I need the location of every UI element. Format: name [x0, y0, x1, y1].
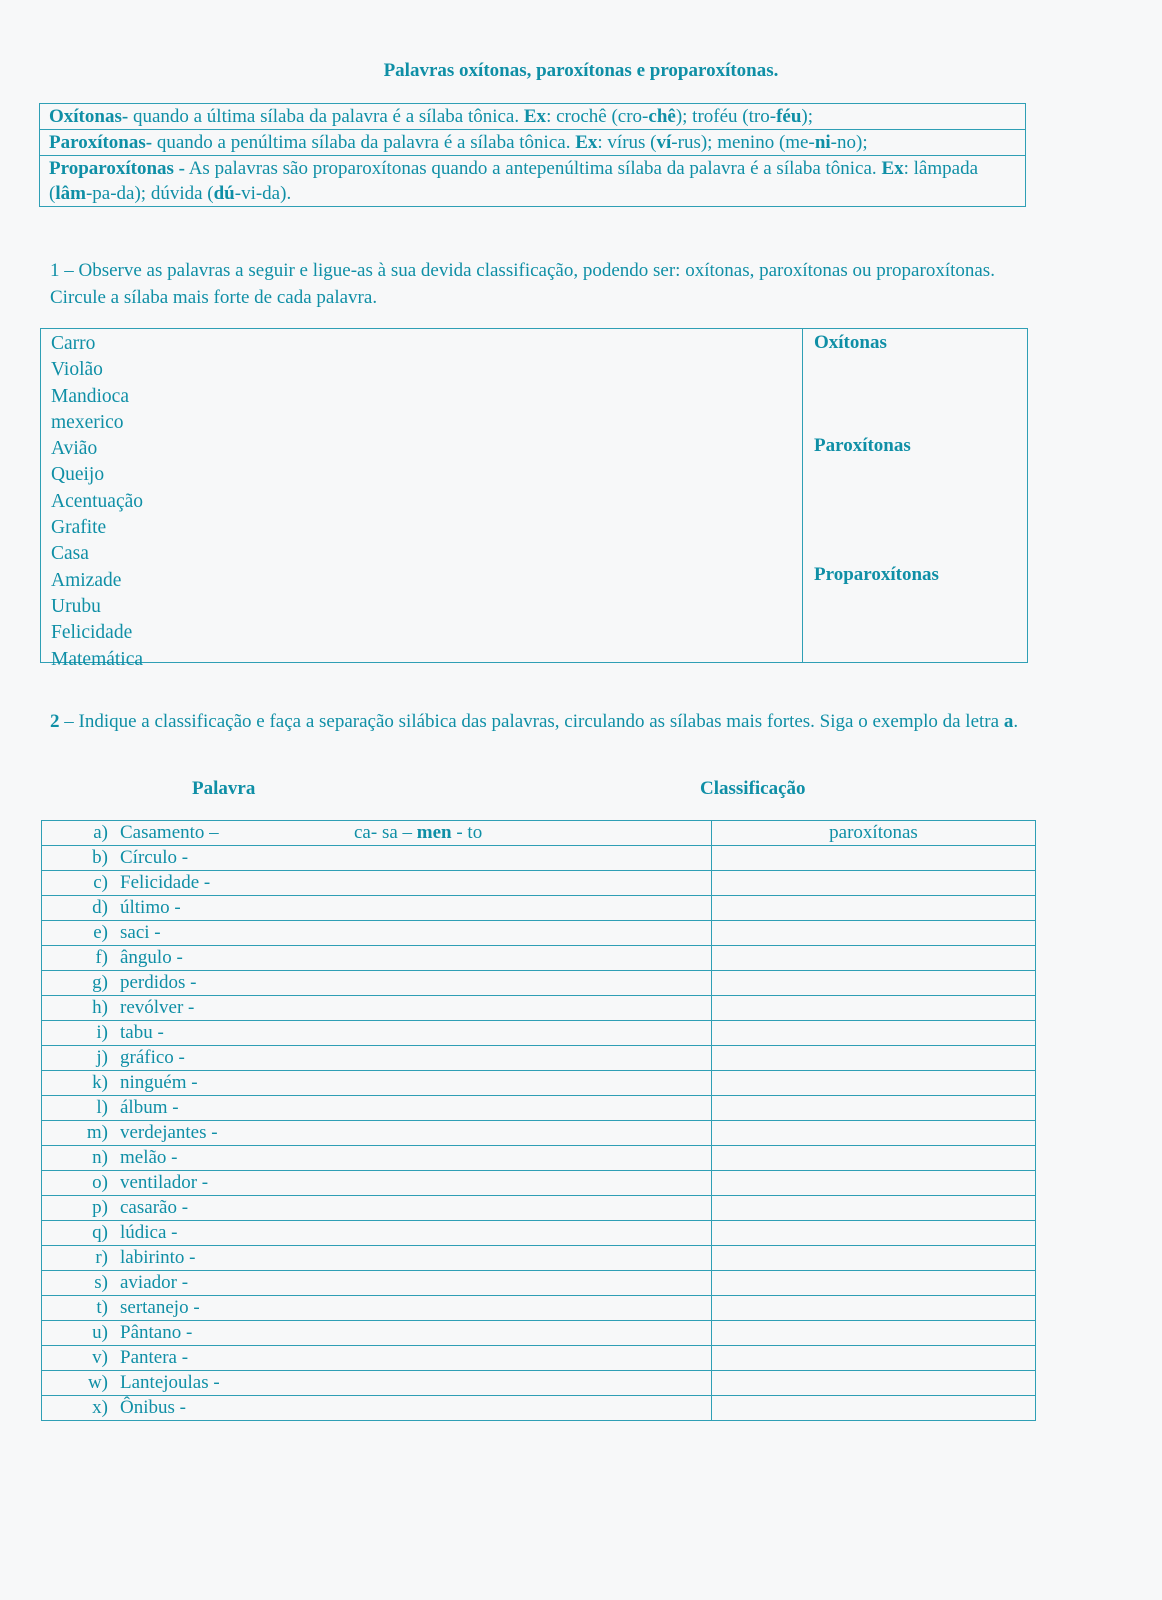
row-letter: r) [95, 1247, 108, 1268]
table-row [42, 1346, 1036, 1371]
classification-cell[interactable] [712, 821, 1036, 846]
table-row [42, 1321, 1036, 1346]
syllable-text: - to [451, 822, 483, 843]
definition-text: quando a última sílaba da palavra é a sílaba tônica. [128, 106, 524, 127]
example-label: Ex [523, 106, 547, 127]
word-item[interactable]: Matemática [51, 648, 144, 670]
term-label: Paroxítonas- [49, 132, 153, 153]
row-word: tabu - [120, 1022, 164, 1043]
classification-cell[interactable] [712, 1046, 1036, 1071]
example-text: : crochê (cro- [546, 106, 649, 127]
row-letter: b) [92, 847, 108, 868]
word-cell[interactable] [42, 896, 712, 921]
word-cell[interactable] [42, 1021, 712, 1046]
row-letter: k) [92, 1072, 108, 1093]
row-word: álbum - [120, 1097, 179, 1118]
row-word: gráfico - [120, 1047, 185, 1068]
table-row [42, 1271, 1036, 1296]
word-cell[interactable] [42, 1071, 712, 1096]
definition-oxitonas [40, 104, 1025, 130]
example-text: ); troféu (tro- [675, 106, 777, 127]
row-word: Pântano - [120, 1322, 193, 1343]
table-row [42, 821, 1036, 846]
example-text: -rus); menino (me- [671, 132, 815, 153]
row-letter: g) [92, 972, 108, 993]
category-oxitonas[interactable]: Oxítonas [814, 332, 887, 353]
column-divider [802, 329, 803, 662]
row-word: último - [120, 897, 181, 918]
word-cell[interactable] [42, 1096, 712, 1121]
classification-cell[interactable] [712, 846, 1036, 871]
word-item[interactable]: Acentuação [51, 490, 144, 512]
table-row [42, 1046, 1036, 1071]
classification-cell[interactable] [712, 1121, 1036, 1146]
row-letter: m) [86, 1122, 108, 1143]
word-item[interactable]: Grafite [51, 517, 107, 539]
table-row [42, 1096, 1036, 1121]
word-item[interactable]: Urubu [51, 595, 101, 617]
classification-cell[interactable] [712, 1171, 1036, 1196]
row-letter: v) [92, 1347, 108, 1368]
word-cell[interactable] [42, 846, 712, 871]
category-proparoxitonas[interactable]: Proparoxítonas [814, 564, 939, 585]
classification-cell[interactable] [712, 1296, 1036, 1321]
row-letter: o) [92, 1172, 108, 1193]
table-row [42, 1296, 1036, 1321]
classification-cell[interactable] [712, 1021, 1036, 1046]
term-label: Oxítonas- [49, 106, 129, 127]
stressed-syllable: chê [648, 106, 676, 127]
row-word: lúdica - [120, 1222, 178, 1243]
stressed-syllable: men [416, 822, 452, 843]
question-instructions: – Observe as palavras a seguir e ligue-as à sua devida classificação, podendo ser: oxítonas, paroxítonas ou proparoxítonas. Circule a sílaba mais forte de cada palavra. [50, 260, 995, 308]
table-row [42, 1396, 1036, 1421]
example-label: Ex [881, 158, 904, 179]
example-text: : lâmpada ( [49, 158, 979, 204]
example-letter: a [1003, 711, 1014, 732]
word-cell[interactable] [42, 1196, 712, 1221]
question-number: 1 [50, 260, 60, 281]
stressed-syllable: ví [656, 132, 672, 153]
word-cell[interactable] [42, 1296, 712, 1321]
row-letter: s) [94, 1272, 108, 1293]
word-cell[interactable] [42, 1346, 712, 1371]
table-row [42, 1071, 1036, 1096]
row-letter: x) [92, 1397, 108, 1418]
definition-proparoxitonas [40, 156, 1025, 206]
word-cell[interactable] [42, 821, 712, 846]
row-word: revólver - [120, 997, 195, 1018]
classification-cell[interactable] [712, 1146, 1036, 1171]
row-letter: f) [95, 947, 108, 968]
row-word: melão - [120, 1147, 178, 1168]
classification-cell[interactable] [712, 1396, 1036, 1421]
category-paroxitonas[interactable]: Paroxítonas [814, 435, 911, 456]
word-cell[interactable] [42, 871, 712, 896]
table-row [42, 1221, 1036, 1246]
row-word: casarão - [120, 1197, 189, 1218]
word-cell[interactable] [42, 1371, 712, 1396]
word-cell[interactable] [42, 1221, 712, 1246]
syllable-table [41, 820, 1036, 1421]
row-word: Lantejoulas - [120, 1372, 220, 1393]
column-header-classificacao: Classificação [700, 778, 806, 799]
table-row [42, 1246, 1036, 1271]
question-number: 2 [50, 711, 60, 732]
row-letter: t) [96, 1297, 108, 1318]
word-cell[interactable] [42, 1046, 712, 1071]
row-letter: l) [96, 1097, 108, 1118]
example-text: -pa-da); dúvida ( [85, 183, 214, 204]
row-letter: e) [93, 922, 108, 943]
word-item[interactable]: Violão [51, 359, 103, 381]
word-cell[interactable] [42, 1271, 712, 1296]
word-cell[interactable] [42, 1121, 712, 1146]
word-cell[interactable] [42, 1146, 712, 1171]
row-word: Felicidade - [120, 872, 211, 893]
classification-cell[interactable] [712, 1196, 1036, 1221]
question-instructions: . [1013, 711, 1019, 732]
syllable-text: ca- sa – [354, 822, 417, 843]
question-instructions: – Indique a classificação e faça a separação silábica das palavras, circulando as sílabas mais fortes. Siga o exemplo da letra [59, 711, 1004, 732]
table-row [42, 996, 1036, 1021]
example-classification: paroxítonas [829, 822, 918, 843]
table-row [42, 1171, 1036, 1196]
column-header-palavra: Palavra [192, 778, 256, 799]
row-word: ventilador - [120, 1172, 209, 1193]
word-item[interactable]: Felicidade [51, 622, 133, 644]
row-letter: n) [92, 1147, 108, 1168]
table-row [42, 1196, 1036, 1221]
definition-text: As palavras são proparoxítonas quando a antepenúltima sílaba da palavra é a sílaba tônica. [185, 158, 882, 179]
page-title: Palavras oxítonas, paroxítonas e proparoxítonas. [383, 60, 779, 81]
stressed-syllable: féu [776, 106, 802, 127]
word-cell[interactable] [42, 1396, 712, 1421]
row-letter: q) [92, 1222, 108, 1243]
word-item[interactable]: Amizade [51, 569, 122, 591]
word-item[interactable]: Casa [51, 543, 89, 565]
table-row [42, 846, 1036, 871]
word-item[interactable]: Carro [51, 333, 96, 354]
word-item[interactable]: mexerico [51, 411, 124, 433]
table-row [42, 971, 1036, 996]
definitions-box [39, 103, 1026, 207]
table-row [42, 921, 1036, 946]
table-row [42, 1021, 1036, 1046]
stressed-syllable: ni [814, 132, 831, 153]
row-letter: w) [87, 1372, 108, 1393]
matching-box [40, 328, 1028, 670]
row-letter: a) [93, 822, 108, 843]
word-cell[interactable] [42, 971, 712, 996]
classification-cell[interactable] [712, 1071, 1036, 1096]
row-word: ângulo - [120, 947, 183, 968]
classification-cell[interactable] [712, 1346, 1036, 1371]
classification-cell[interactable] [712, 1246, 1036, 1271]
row-word: ninguém - [120, 1072, 198, 1093]
example-text: ); [801, 106, 813, 127]
classification-cell[interactable] [712, 896, 1036, 921]
question-2-text [50, 708, 1035, 735]
table-row [42, 896, 1036, 921]
word-cell[interactable] [42, 946, 712, 971]
row-word: Círculo - [120, 847, 189, 868]
classification-cell[interactable] [712, 1096, 1036, 1121]
classification-cell[interactable] [712, 996, 1036, 1021]
classification-cell[interactable] [712, 1371, 1036, 1396]
definition-text: quando a penúltima sílaba da palavra é a sílaba tônica. [152, 132, 576, 153]
classification-cell[interactable] [712, 1321, 1036, 1346]
row-word: verdejantes - [120, 1122, 218, 1143]
example-text: -vi-da). [234, 183, 292, 204]
question-1-text [50, 257, 1035, 311]
row-letter: h) [92, 997, 108, 1018]
row-word: aviador - [120, 1272, 189, 1293]
row-letter: u) [92, 1322, 108, 1343]
stressed-syllable: dú [213, 183, 235, 204]
row-letter: c) [93, 872, 108, 893]
classification-cell[interactable] [712, 1221, 1036, 1246]
word-cell[interactable] [42, 996, 712, 1021]
row-word: Pantera - [120, 1347, 189, 1368]
table-row [42, 871, 1036, 896]
table-row [42, 1121, 1036, 1146]
table-row [42, 1371, 1036, 1396]
row-word: labirinto - [120, 1247, 196, 1268]
row-word: Ônibus - [120, 1397, 186, 1418]
term-label: Proparoxítonas - [49, 158, 185, 179]
row-letter: j) [96, 1047, 108, 1068]
word-list [51, 331, 143, 673]
row-word: saci - [120, 922, 161, 943]
example-syllables [354, 821, 482, 845]
example-text: -no); [830, 132, 868, 153]
classification-cell[interactable] [712, 1271, 1036, 1296]
table-row [42, 1146, 1036, 1171]
row-word: sertanejo - [120, 1297, 200, 1318]
word-cell[interactable] [42, 1246, 712, 1271]
example-label: Ex [575, 132, 598, 153]
definition-paroxitonas [40, 130, 1025, 156]
word-item[interactable]: Queijo [51, 464, 105, 486]
stressed-syllable: lâm [55, 183, 86, 204]
classification-cell[interactable] [712, 921, 1036, 946]
row-word: perdidos - [120, 972, 197, 993]
word-item[interactable]: Avião [51, 438, 98, 460]
row-letter: i) [96, 1022, 108, 1043]
example-text: : vírus ( [597, 132, 657, 153]
classification-cell[interactable] [712, 946, 1036, 971]
table-row [42, 946, 1036, 971]
word-item[interactable]: Mandioca [51, 385, 129, 407]
row-word: Casamento – [120, 822, 219, 843]
word-cell[interactable] [42, 921, 712, 946]
word-cell[interactable] [42, 1321, 712, 1346]
word-cell[interactable] [42, 1171, 712, 1196]
classification-cell[interactable] [712, 871, 1036, 896]
row-letter: d) [92, 897, 108, 918]
row-letter: p) [92, 1197, 108, 1218]
classification-cell[interactable] [712, 971, 1036, 996]
